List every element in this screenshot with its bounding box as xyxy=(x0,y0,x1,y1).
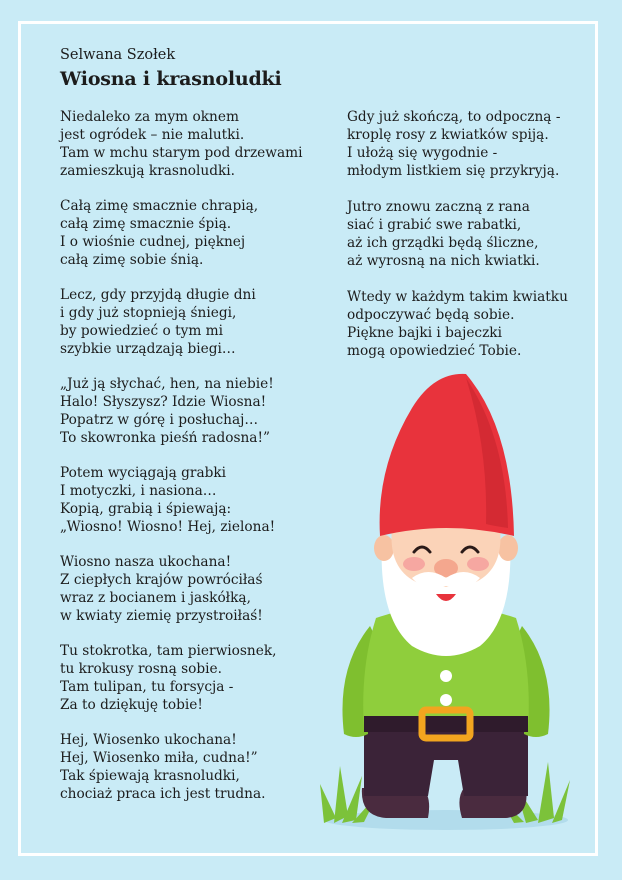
stanza xyxy=(60,464,325,536)
right-ear xyxy=(498,535,518,561)
verse-line: Piękne bajki i bajeczki xyxy=(347,325,502,341)
poem-title: Wiosna i krasnoludki xyxy=(60,68,282,90)
stanza xyxy=(60,197,325,269)
verse-line: To skowronka pieśń radosna!” xyxy=(60,430,270,446)
verse-line: Halo! Słyszysz? Idzie Wiosna! xyxy=(60,394,267,410)
verse-line: Tak śpiewają krasnoludki, xyxy=(60,768,240,784)
verse-line: Gdy już skończą, to odpoczną - xyxy=(347,109,561,125)
verse-line: aż wyrosną na nich kwiatki. xyxy=(347,253,540,269)
verse-line: tu krokusy rosną sobie. xyxy=(60,661,222,677)
verse-line: „Wiosno! Wiosno! Hej, zielona! xyxy=(60,519,276,535)
verse-line: Hej, Wiosenko ukochana! xyxy=(60,732,237,748)
verse-line: Wtedy w każdym takim kwiatku xyxy=(347,289,568,305)
poem-left-column xyxy=(60,108,325,820)
verse-line: jest ogródek – nie malutki. xyxy=(60,127,245,143)
verse-line: szybkie urządzają biegi… xyxy=(60,341,236,357)
stanza xyxy=(60,375,325,447)
verse-line: I ułożą się wygodnie - xyxy=(347,145,498,161)
verse-line: całą zimę sobie śnią. xyxy=(60,252,204,268)
stanza xyxy=(60,286,325,358)
verse-line: całą zimę smacznie śpią. xyxy=(60,216,232,232)
verse-line: by powiedzieć o tym mi xyxy=(60,323,224,339)
right-cheek xyxy=(467,557,489,571)
verse-line: Lecz, gdy przyjdą długie dni xyxy=(60,287,256,303)
verse-line: Tam w mchu starym pod drzewami xyxy=(60,145,303,161)
verse-line: Za to dziękuję tobie! xyxy=(60,697,203,713)
stanza xyxy=(347,288,587,360)
poem-author: Selwana Szołek xyxy=(60,47,176,63)
verse-line: Tam tulipan, tu forsycja - xyxy=(60,679,234,695)
stanza xyxy=(60,108,325,180)
verse-line: Kopią, grabią i śpiewają: xyxy=(60,501,232,517)
shirt-button xyxy=(440,694,452,706)
verse-line: zamieszkują krasnoludki. xyxy=(60,163,235,179)
verse-line: siać i grabić swe rabatki, xyxy=(347,217,522,233)
verse-line: aż ich grządki będą śliczne, xyxy=(347,235,539,251)
verse-line: mogą opowiedzieć Tobie. xyxy=(347,343,522,359)
verse-line: Całą zimę smacznie chrapią, xyxy=(60,198,259,214)
stanza xyxy=(347,108,587,180)
garden-gnome-illustration xyxy=(316,368,576,838)
verse-line: Wiosno nasza ukochana! xyxy=(60,554,232,570)
verse-line: Niedaleko za mym oknem xyxy=(60,109,239,125)
belt xyxy=(364,716,528,732)
verse-line: Potem wyciągają grabki xyxy=(60,465,227,481)
stanza xyxy=(347,198,587,270)
verse-line: odpoczywać będą sobie. xyxy=(347,307,515,323)
verse-line: wraz z bocianem i jaskółką, xyxy=(60,590,251,606)
left-ear xyxy=(374,535,394,561)
verse-line: „Już ją słychać, hen, na niebie! xyxy=(60,376,274,392)
verse-line: i gdy już stopnieją śniegi, xyxy=(60,305,237,321)
stanza xyxy=(60,642,325,714)
verse-line: w kwiaty ziemię przystroiłaś! xyxy=(60,608,263,624)
verse-line: Tu stokrotka, tam pierwiosnek, xyxy=(60,643,277,659)
verse-line: Z ciepłych krajów powróciłaś xyxy=(60,572,263,588)
verse-line: młodym listkiem się przykryją. xyxy=(347,163,560,179)
verse-line: kroplę rosy z kwiatków spiją. xyxy=(347,127,549,143)
left-cheek xyxy=(403,557,425,571)
verse-line: I motyczki, i nasiona… xyxy=(60,483,217,499)
stanza xyxy=(60,731,325,803)
verse-line: chociaż praca ich jest trudna. xyxy=(60,786,266,802)
shirt-button xyxy=(440,670,452,682)
verse-line: I o wiośnie cudnej, pięknej xyxy=(60,234,246,250)
stanza xyxy=(60,553,325,625)
poem-right-column xyxy=(347,108,587,378)
verse-line: Jutro znowu zaczną z rana xyxy=(347,199,530,215)
verse-line: Popatrz w górę i posłuchaj… xyxy=(60,412,259,428)
verse-line: Hej, Wiosenko miła, cudna!” xyxy=(60,750,258,766)
